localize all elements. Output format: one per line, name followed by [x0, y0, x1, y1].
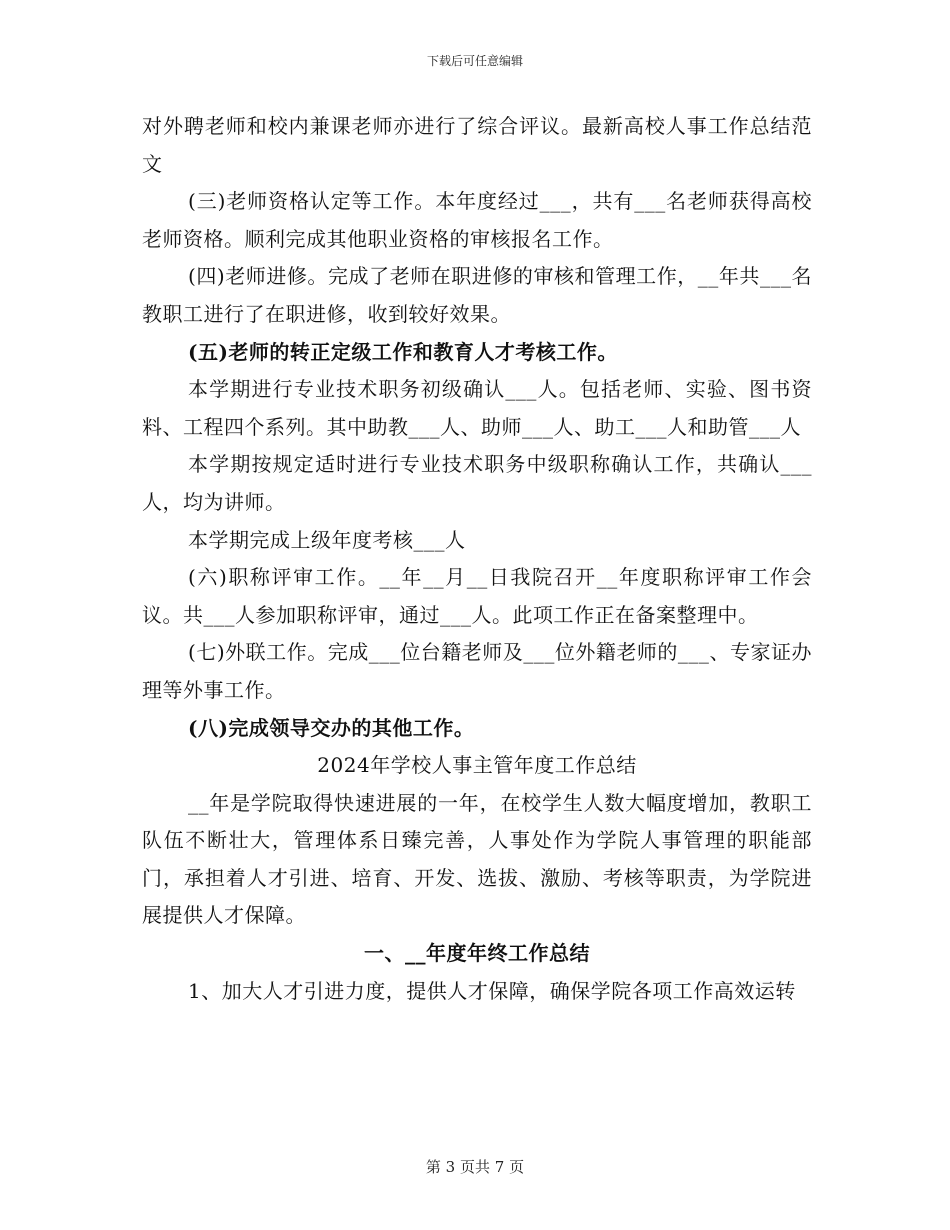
paragraph-foreign-affairs: (七)外联工作。完成___位台籍老师及___位外籍老师的___、专家证办理等外事工作。 [142, 640, 812, 702]
document-body [142, 108, 812, 1010]
section-heading-annual-summary: 一、__年度年终工作总结 [364, 941, 590, 966]
paragraph-intermediate-title-confirmation: 本学期按规定适时进行专业技术职务中级职称确认工作，共确认___人，均为讲师。 [142, 452, 812, 514]
paragraph-junior-title-confirmation: 本学期进行专业技术职务初级确认___人。包括老师、实验、图书资料、工程四个系列。其中助教___人、助师___人、助工___人和助管___人 [142, 377, 812, 439]
section-heading-regularization: (五)老师的转正定级工作和教育人才考核工作。 [188, 339, 618, 364]
paragraph-title-review: (六)职称评审工作。__年__月__日我院召开__年度职称评审工作会议。共___人参加职称评审，通过___人。此项工作正在备案整理中。 [142, 565, 812, 627]
paragraph-teacher-qualification: (三)老师资格认定等工作。本年度经过___，共有___名老师获得高校老师资格。顺利完成其他职业资格的审核报名工作。 [142, 189, 812, 251]
page-header: 下载后可任意编辑 [426, 54, 523, 68]
paragraph-talent-recruitment: 1、加大人才引进力度，提供人才保障，确保学院各项工作高效运转 [188, 978, 796, 1003]
paragraph-continuation: 对外聘老师和校内兼课老师亦进行了综合评议。最新高校人事工作总结范文 [142, 114, 812, 176]
document-title: 2024年学校人事主管年度工作总结 [317, 753, 637, 778]
paragraph-teacher-training: (四)老师进修。完成了老师在职进修的审核和管理工作，__年共___名教职工进行了在职进修，收到较好效果。 [142, 264, 812, 326]
paragraph-annual-assessment: 本学期完成上级年度考核___人 [188, 527, 466, 552]
section-heading-other-work: (八)完成领导交办的其他工作。 [188, 715, 475, 740]
page-footer: 第 3 页共 7 页 [425, 1158, 525, 1176]
paragraph-introduction: __年是学院取得快速进展的一年，在校学生人数大幅度增加，教职工队伍不断壮大，管理体系日臻完善，人事处作为学院人事管理的职能部门，承担着人才引进、培育、开发、选拔、激励、考核等职责，为学院进展提供人才保障。 [142, 790, 812, 928]
